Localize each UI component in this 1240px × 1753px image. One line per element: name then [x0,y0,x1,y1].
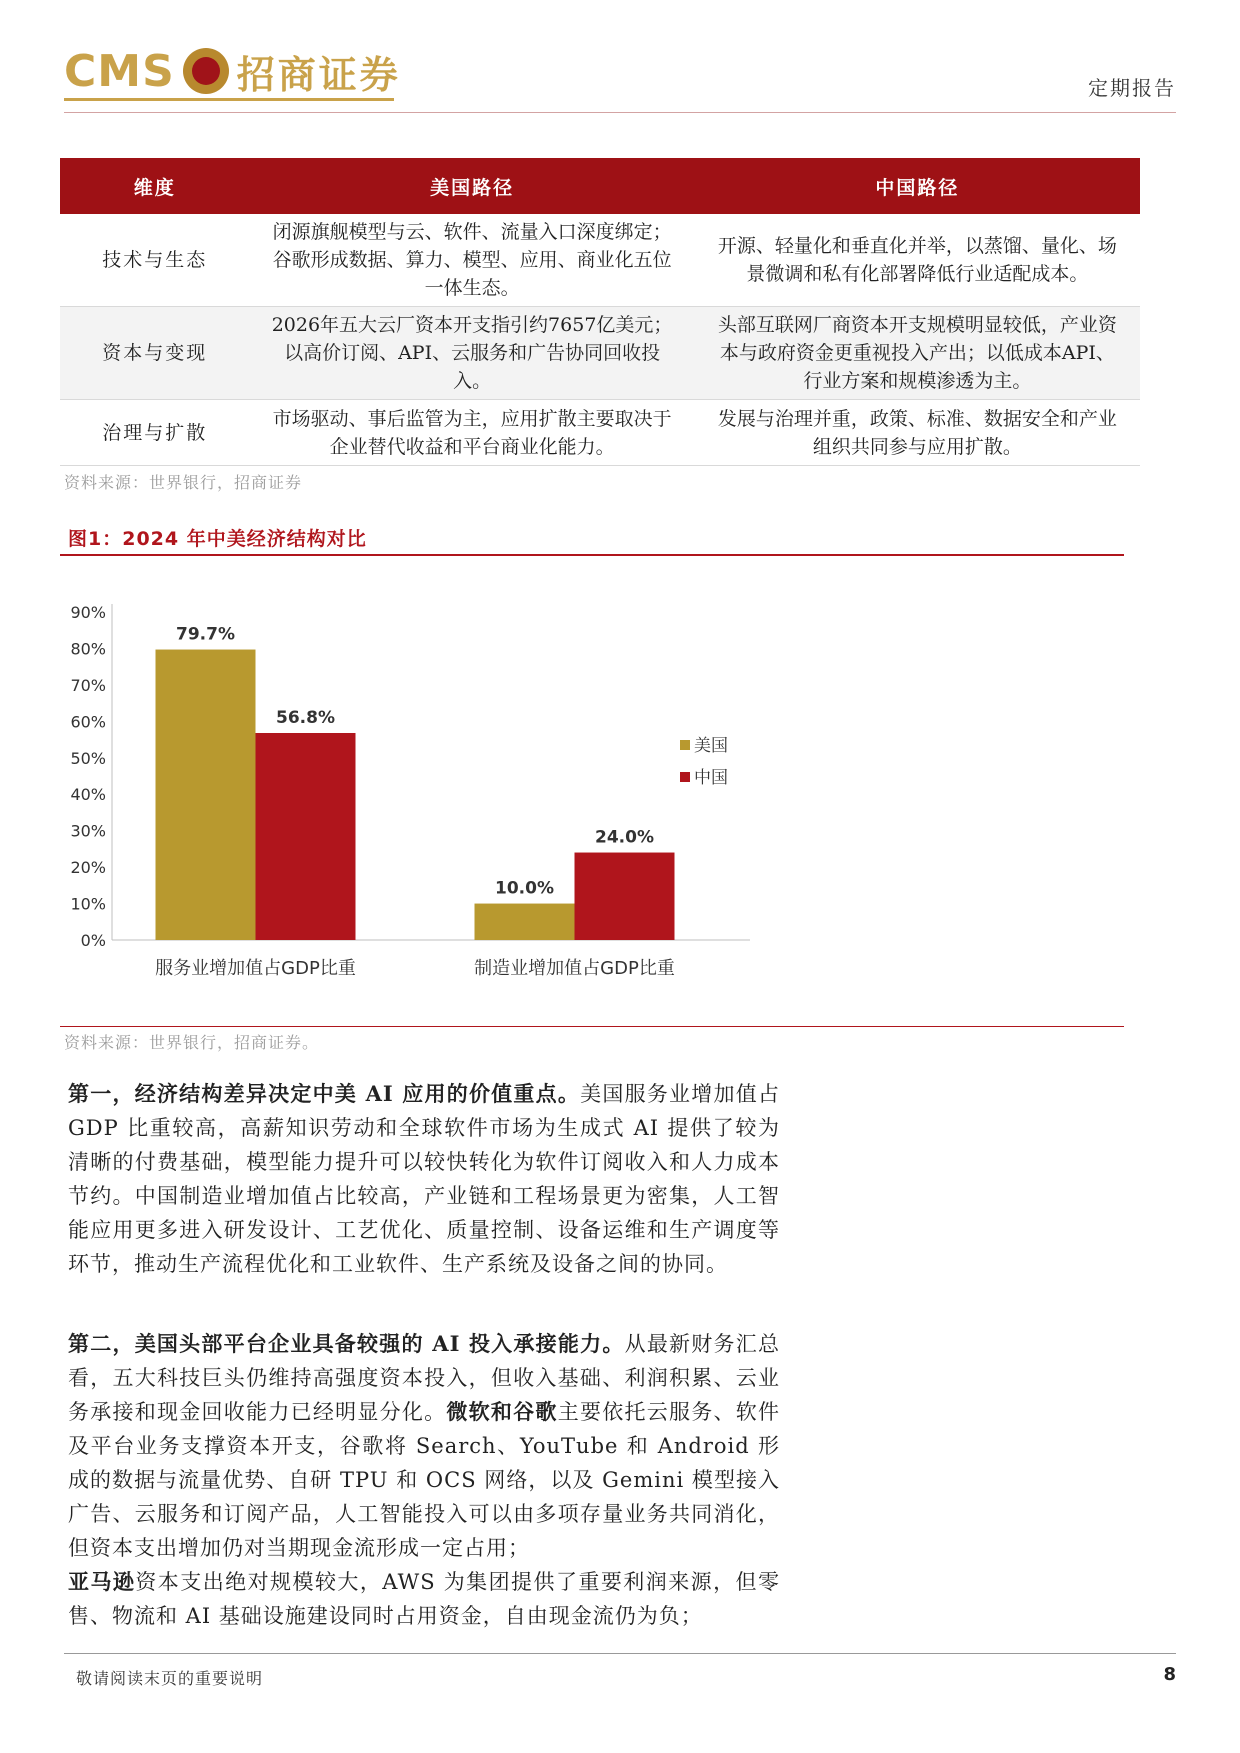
bar-cn [575,853,675,940]
y-tick-label: 20% [70,858,106,878]
report-type: 定期报告 [1088,76,1176,100]
data-label: 24.0% [595,827,654,848]
row-cn-cell: 发展与治理并重，政策、标准、数据安全和产业组织共同参与应用扩散。 [695,400,1140,466]
bar-cn [256,733,356,940]
y-tick-label: 80% [70,639,106,659]
paragraph-1-lead: 第一，经济结构差异决定中美 AI 应用的价值重点。 [68,1081,581,1106]
row-cn-cell: 头部互联网厂商资本开支规模明显较低，产业资本与政府资金更重视投入产出；以低成本API、行业方案和规模渗透为主。 [695,307,1140,400]
row-cn-cell: 开源、轻量化和垂直化并举，以蒸馏、量化、场景微调和私有化部署降低行业适配成本。 [695,214,1140,307]
header-cn-path: 中国路径 [695,158,1140,214]
y-tick-label: 60% [70,712,106,732]
table-header-row [60,158,1140,214]
paragraph-2 [68,1327,780,1633]
header-divider [64,112,1176,113]
x-category-label: 服务业增加值占GDP比重 [155,958,356,979]
logo-cn-text: 招商证券 [236,52,401,97]
paragraph-2-text-c: 资本支出绝对规模较大，AWS 为集团提供了重要利润来源，但零售、物流和 AI 基础设施建设同时占用资金，自由现金流仍为负； [68,1570,781,1628]
table-row [60,307,1140,400]
row-dimension: 治理与扩散 [60,400,249,466]
data-label: 56.8% [276,707,335,728]
bar-chart [60,590,820,1010]
y-tick-label: 90% [70,603,106,622]
table-row [60,400,1140,466]
legend-label: 中国 [694,768,728,788]
paragraph-2-text-b: 主要依托云服务、软件及平台业务支撑资本开支，谷歌将 Search、YouTube 和 Android 形成的数据与流量优势、自研 TPU 和 OCS 网络，以及 Gemini 模型接入广告、云服务和订阅产品，人工智能投入可以由多项存量业务共同消化，但资本支出增加仍对当期现金流形成一定占用； [68,1400,781,1560]
brand-logo [64,40,401,102]
paragraph-2-bold-amzn: 亚马逊 [68,1569,136,1594]
paragraph-1-text: 美国服务业增加值占 GDP 比重较高，高薪知识劳动和全球软件市场为生成式 AI 提供了较为清晰的付费基础，模型能力提升可以较快转化为软件订阅收入和人力成本节约。中国制造业增加值占比较高，产业链和工程场景更为密集，人工智能应用更多进入研发设计、工艺优化、质量控制、设备运维和生产调度等环节，推动生产流程优化和工业软件、生产系统及设备之间的协同。 [68,1082,780,1276]
y-tick-label: 50% [70,748,106,768]
paragraph-1 [68,1077,780,1281]
legend-label: 美国 [694,736,728,756]
logo-cms-text: CMS [64,45,175,97]
data-label: 10.0% [495,878,554,899]
figure-source: 资料来源：世界银行，招商证券。 [64,1033,320,1052]
table-row [60,214,1140,307]
row-us-cell: 闭源旗舰模型与云、软件、流量入口深度绑定；谷歌形成数据、算力、模型、应用、商业化五位一体生态。 [249,214,694,307]
row-us-cell: 市场驱动、事后监管为主，应用扩散主要取决于企业替代收益和平台商业化能力。 [249,400,694,466]
x-category-label: 制造业增加值占GDP比重 [474,958,675,979]
bar-us [475,904,575,940]
header-us-path: 美国路径 [249,158,694,214]
y-tick-label: 70% [70,675,106,695]
y-tick-label: 40% [70,785,106,805]
row-dimension: 技术与生态 [60,214,249,307]
figure-bottom-rule [60,1026,1124,1027]
figure-title-rule [60,554,1124,556]
logo-underline [64,98,394,101]
y-tick-label: 10% [70,894,106,914]
footer-divider [64,1653,1176,1654]
header-dimension: 维度 [60,158,249,214]
page-number: 8 [1163,1664,1176,1685]
table-source: 资料来源：世界银行，招商证券 [64,473,303,492]
paragraph-2-lead: 第二，美国头部平台企业具备较强的 AI 投入承接能力。 [68,1331,625,1356]
paragraph-2-text-a: 从最新财务汇总看，五大科技巨头仍维持高强度资本投入，但收入基础、利润积累、云业务承接和现金回收能力已经明显分化。 [68,1332,780,1424]
figure-title: 图1：2024 年中美经济结构对比 [68,528,367,550]
bar-us [156,650,256,940]
y-tick-label: 0% [80,931,106,950]
logo-emblem-icon [183,48,229,94]
comparison-table [60,158,1140,466]
row-us-cell: 2026年五大云厂资本开支指引约7657亿美元；以高价订阅、API、云服务和广告协同回收投入。 [249,307,694,400]
y-tick-label: 30% [70,821,106,841]
paragraph-2-bold-msft-goog: 微软和谷歌 [446,1399,558,1424]
row-dimension: 资本与变现 [60,307,249,400]
legend-swatch-cn [680,772,690,782]
data-label: 79.7% [176,624,235,645]
legend-swatch-us [680,740,690,750]
footer-note: 敬请阅读末页的重要说明 [76,1669,264,1688]
